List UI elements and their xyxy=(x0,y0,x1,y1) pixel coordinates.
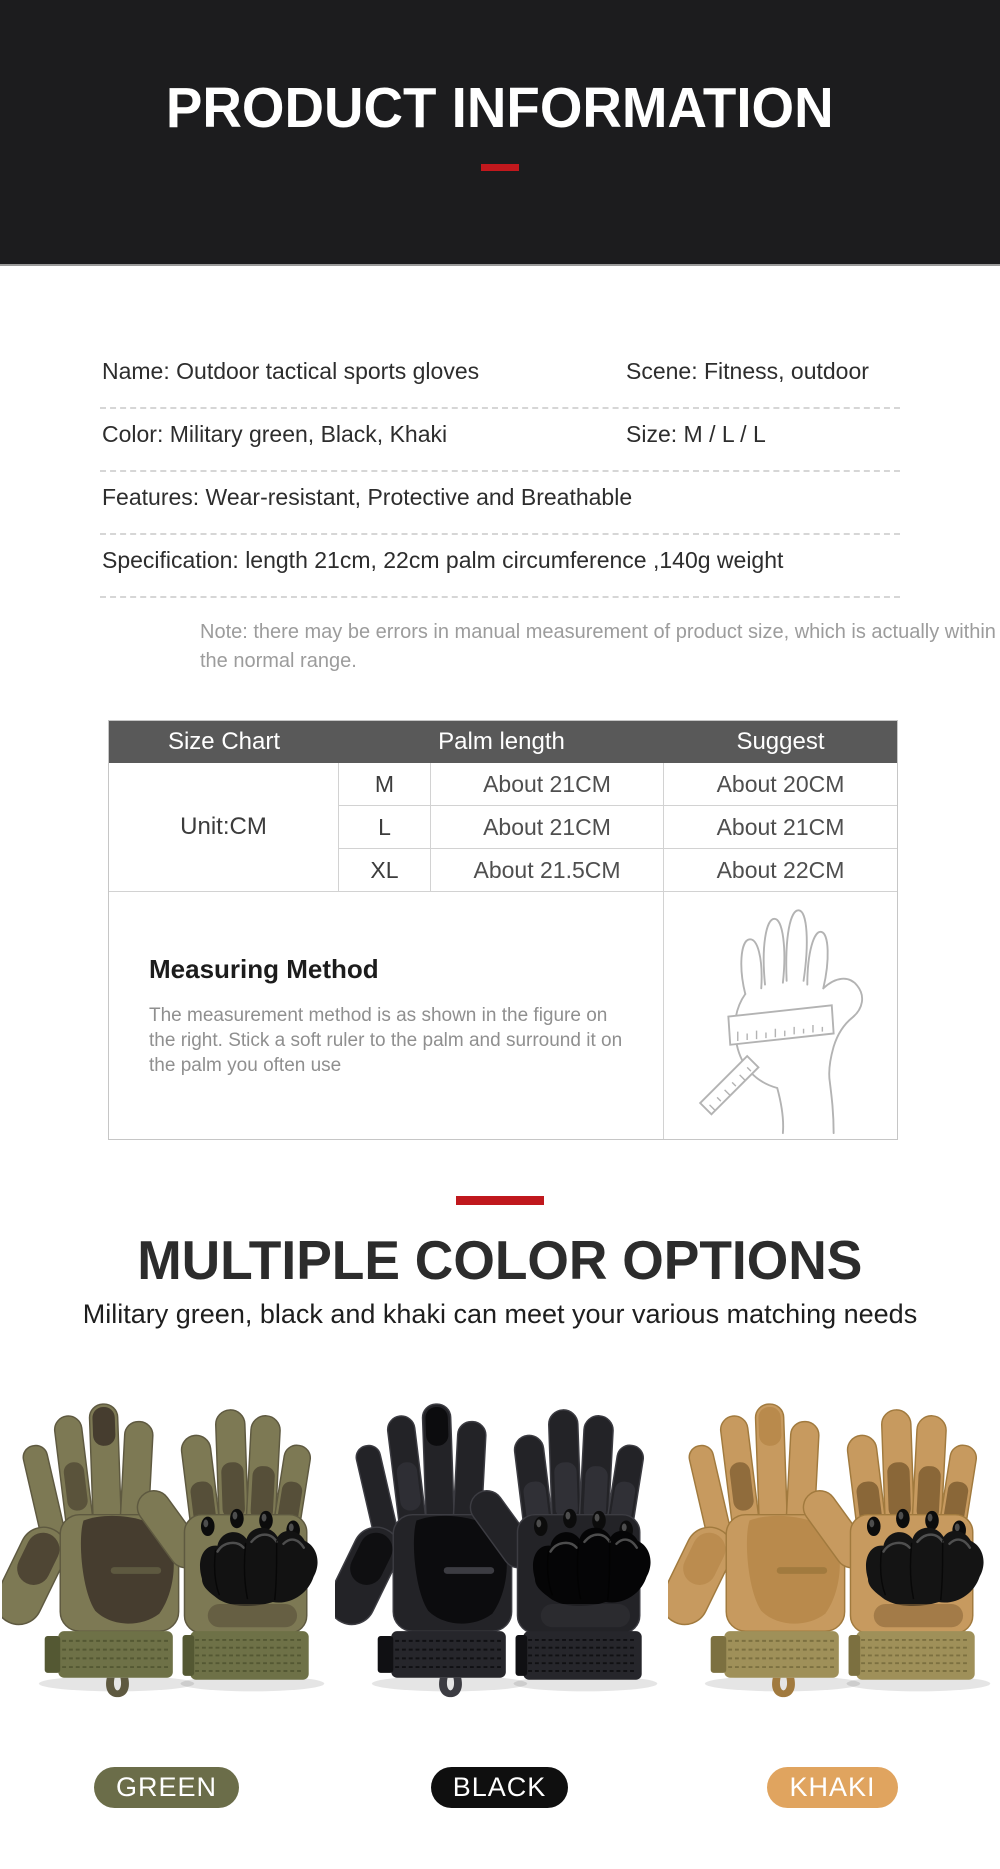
suggest-l-cell: About 21CM xyxy=(664,806,897,849)
palm-m-cell: About 21CM xyxy=(431,763,664,806)
measurement-note: Note: there may be errors in manual measurement of product size, which is actually within the normal range. xyxy=(200,621,996,672)
measuring-method-title: Measuring Method xyxy=(149,954,379,984)
khaki-color-badge: KHAKI xyxy=(767,1767,897,1808)
spec-row-name-scene xyxy=(100,346,900,407)
header-palm-length: Palm length xyxy=(438,728,565,755)
color-options-subtitle: Military green, black and khaki can meet your various matching needs xyxy=(82,1299,918,1329)
hand-diagram-cell xyxy=(664,892,897,1139)
green-color-badge: GREEN xyxy=(94,1767,239,1808)
hand-measuring-illustration xyxy=(686,900,876,1135)
color-options-title: MULTIPLE COLOR OPTIONS xyxy=(137,1229,863,1291)
header-size-chart: Size Chart xyxy=(167,728,281,755)
spec-scene: Scene: Fitness, outdoor xyxy=(626,358,869,384)
header-suggest: Suggest xyxy=(736,728,825,755)
color-cards-row xyxy=(0,1373,1000,1808)
spec-row-specification xyxy=(100,535,900,596)
color-card-khaki xyxy=(666,1373,999,1808)
color-card-green xyxy=(0,1373,333,1808)
size-chart-table xyxy=(108,720,898,1140)
spec-specification: Specification: length 21cm, 22cm palm circumference ,140g weight xyxy=(102,547,784,573)
product-spec-list xyxy=(100,346,996,676)
palm-l-cell: About 21CM xyxy=(431,806,664,849)
red-accent-dash xyxy=(481,164,519,171)
black-color-badge: BLACK xyxy=(431,1767,569,1808)
measuring-method-text: The measurement method is as shown in the figure on the right. Stick a soft ruler to the palm and surround it on the palm you often use xyxy=(149,1005,623,1076)
size-m-cell: M xyxy=(339,763,431,806)
hero-banner xyxy=(0,0,1000,266)
measuring-method-cell xyxy=(109,892,664,1139)
khaki-gloves-image xyxy=(668,1373,998,1703)
spec-features: Features: Wear-resistant, Protective and Breathable xyxy=(102,484,633,510)
suggest-xl-cell: About 22CM xyxy=(664,849,897,892)
size-l-cell: L xyxy=(339,806,431,849)
size-xl-cell: XL xyxy=(339,849,431,892)
size-chart-header-row xyxy=(109,721,897,763)
dashed-divider xyxy=(100,596,900,598)
suggest-m-cell: About 20CM xyxy=(664,763,897,806)
black-gloves-image xyxy=(335,1373,665,1703)
spec-row-color-size xyxy=(100,409,900,470)
spec-name: Name: Outdoor tactical sports gloves xyxy=(102,358,480,384)
palm-xl-cell: About 21.5CM xyxy=(431,849,664,892)
green-gloves-image xyxy=(2,1373,332,1703)
page-title: PRODUCT INFORMATION xyxy=(166,76,834,140)
spec-size: Size: M / L / L xyxy=(626,421,766,447)
unit-cell: Unit:CM xyxy=(109,763,339,892)
color-card-black xyxy=(333,1373,666,1808)
spec-row-features xyxy=(100,472,900,533)
red-accent-bar xyxy=(456,1196,544,1205)
spec-color: Color: Military green, Black, Khaki xyxy=(102,421,448,447)
